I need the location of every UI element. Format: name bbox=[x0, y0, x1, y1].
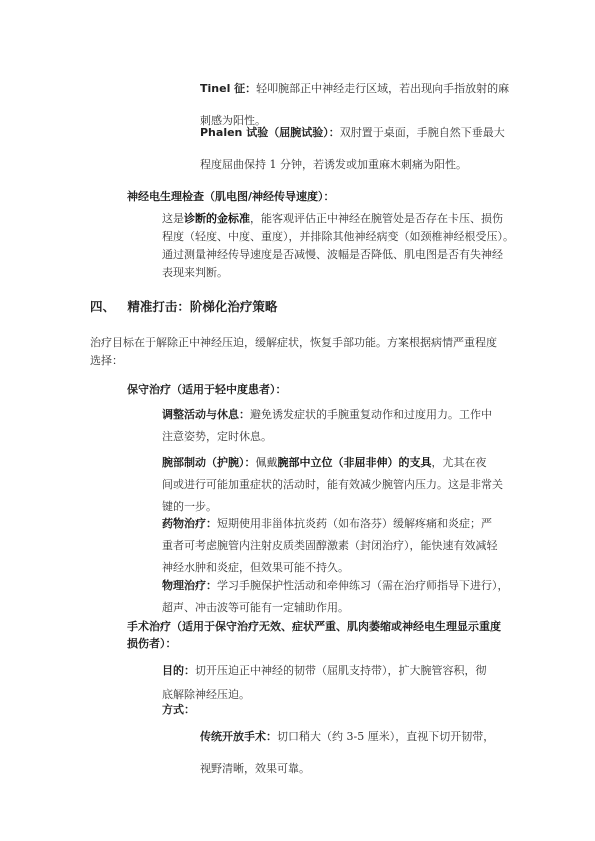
brace-line2: 间或进行可能加重症状的活动时，能有效减少腕管内压力。这是非常关 bbox=[162, 478, 503, 491]
surgery-heading-line2: 损伤者）： bbox=[127, 637, 177, 650]
brace-paragraph bbox=[162, 452, 542, 518]
emg-heading: 神经电生理检查（肌电图/神经传导速度）： bbox=[127, 190, 335, 203]
drug-text-line1: 短期使用非甾体抗炎药（如布洛芬）缓解疼痛和炎症；严 bbox=[217, 517, 492, 530]
tinel-text-line1: 轻叩腕部正中神经走行区域，若出现向手指放射的麻 bbox=[256, 82, 510, 95]
phalen-text-line2: 程度屈曲保持 1 分钟，若诱发或加重麻木刺痛为阳性。 bbox=[200, 158, 467, 171]
method-label: 方式： bbox=[162, 703, 195, 716]
drug-paragraph bbox=[162, 513, 542, 579]
phalen-label: Phalen 试验（屈腕试验）： bbox=[200, 126, 340, 139]
tinel-text-line2: 刺感为阳性。 bbox=[200, 114, 266, 127]
physio-paragraph bbox=[162, 575, 542, 619]
drug-text-line2: 重者可考虑腕管内注射皮质类固醇激素（封闭治疗），能快速有效减轻 bbox=[162, 539, 498, 552]
emg-pre: 这是 bbox=[162, 212, 184, 225]
open-surgery-label: 传统开放手术： bbox=[200, 730, 277, 743]
goal-label: 目的： bbox=[162, 664, 195, 677]
phalen-text-line1: 双肘置于桌面，手腕自然下垂最大 bbox=[339, 126, 505, 139]
emg-gold-standard: 诊断的金标准 bbox=[184, 212, 250, 225]
intro-paragraph bbox=[90, 334, 550, 370]
rest-paragraph bbox=[162, 404, 542, 448]
brace-line3: 键的一步。 bbox=[162, 500, 217, 513]
brace-line1-rest: ，尤其在夜 bbox=[431, 456, 487, 469]
open-surgery-text-line1: 切口稍大（约 3-5 厘米），直视下切开韧带， bbox=[277, 730, 495, 743]
surgery-heading bbox=[127, 618, 547, 652]
drug-label: 药物治疗： bbox=[162, 517, 217, 530]
emg-line2: 程度（轻度、中度、重度），并排除其他神经病变（如颈椎神经根受压）。 bbox=[162, 230, 514, 243]
rest-text-line2: 注意姿势，定时休息。 bbox=[162, 430, 272, 443]
brace-pre: 佩戴 bbox=[255, 456, 278, 469]
rest-text-line1: 避免诱发症状的手腕重复动作和过度用力。工作中 bbox=[250, 408, 492, 421]
emg-line1-rest: ，能客观评估正中神经在腕管处是否存在卡压、损伤 bbox=[250, 212, 503, 225]
drug-text-line3: 神经水肿和炎症，但效果可能不持久。 bbox=[162, 561, 349, 574]
brace-label: 腕部制动（护腕）： bbox=[162, 456, 256, 469]
rest-label: 调整活动与休息： bbox=[162, 408, 250, 421]
brace-bold: 腕部中立位（非屈非伸）的支具 bbox=[277, 456, 432, 469]
physio-text-line2: 超声、冲击波等可能有一定辅助作用。 bbox=[162, 601, 349, 614]
conservative-heading: 保守治疗（适用于轻中度患者）： bbox=[127, 383, 287, 396]
intro-line1: 治疗目标在于解除正中神经压迫，缓解症状，恢复手部功能。方案根据病情严重程度 bbox=[90, 336, 497, 349]
emg-line4: 表现来判断。 bbox=[162, 266, 228, 279]
section4-heading bbox=[90, 297, 277, 315]
open-surgery-text-line2: 视野清晰，效果可靠。 bbox=[200, 762, 310, 775]
surgery-heading-line1: 手术治疗（适用于保守治疗无效、症状严重、肌肉萎缩或神经电生理显示重度 bbox=[127, 620, 501, 633]
section4-title: 精准打击：阶梯化治疗策略 bbox=[127, 299, 278, 314]
intro-line2: 选择： bbox=[90, 354, 123, 367]
emg-paragraph bbox=[162, 210, 542, 282]
goal-text-line1: 切开压迫正中神经的韧带（屈肌支持带），扩大腕管容积，彻 bbox=[195, 664, 487, 677]
physio-label: 物理治疗： bbox=[162, 579, 217, 592]
tinel-label: Tinel 征： bbox=[200, 82, 257, 95]
physio-text-line1: 学习手腕保护性活动和牵伸练习（需在治疗师指导下进行）， bbox=[217, 579, 509, 592]
goal-text-line2: 底解除神经压迫。 bbox=[162, 688, 250, 701]
phalen-paragraph bbox=[200, 117, 540, 181]
open-surgery-paragraph bbox=[200, 721, 540, 785]
goal-paragraph bbox=[162, 659, 542, 707]
section4-number: 四、 bbox=[90, 299, 116, 314]
emg-line3: 通过测量神经传导速度是否减慢、波幅是否降低、肌电图是否有失神经 bbox=[162, 248, 503, 261]
